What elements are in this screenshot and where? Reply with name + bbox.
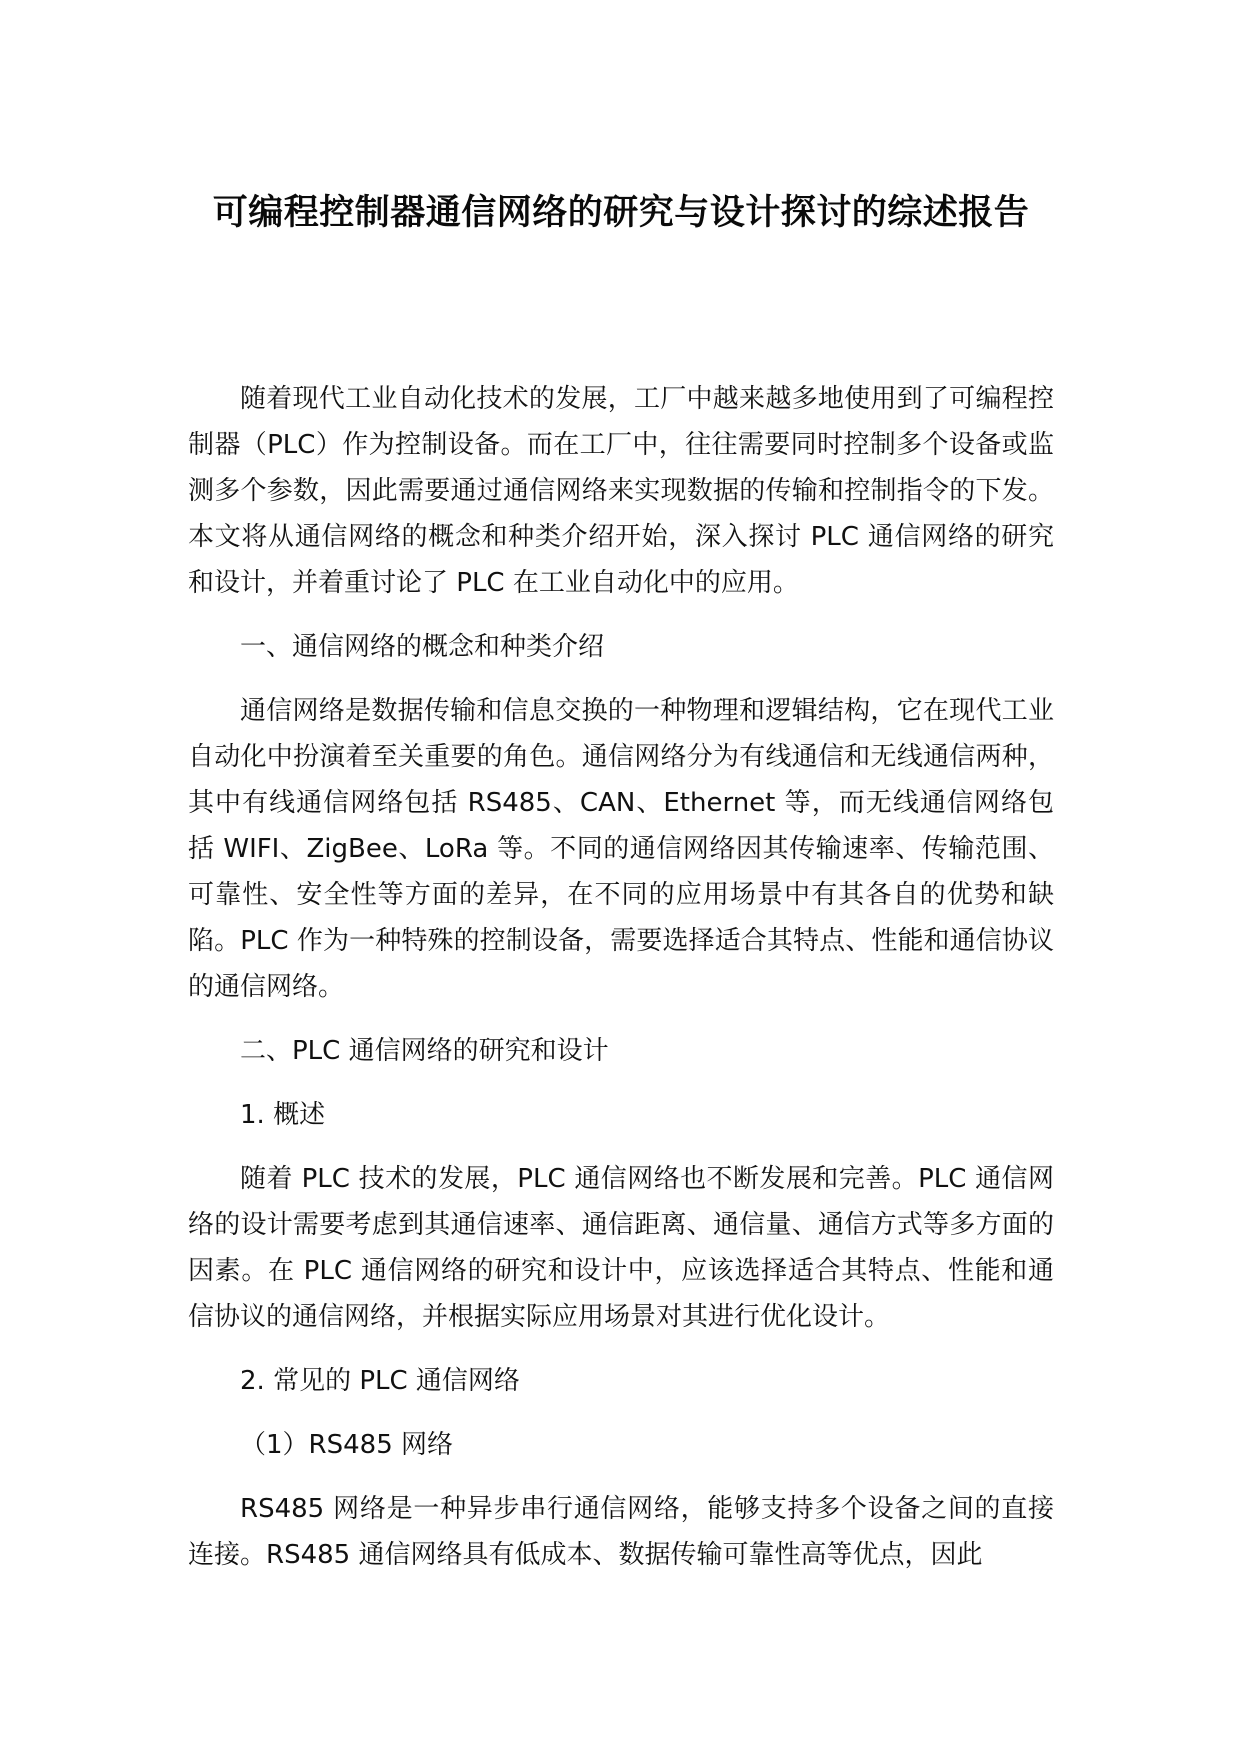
section-heading-1: 一、通信网络的概念和种类介绍: [240, 632, 605, 662]
intro-paragraph: 随着现代工业自动化技术的发展，工厂中越来越多地使用到了可编程控制器（PLC）作为控制设备。而在工厂中，往往需要同时控制多个设备或监测多个参数，因此需要通过通信网络来实现数据的传输和控制指令的下发。本文将从通信网络的概念和种类介绍开始，深入探讨 PLC 通信网络的研究和设计，并着重讨论了 PLC 在工业自动化中的应用。: [188, 384, 1054, 598]
overview-paragraph: 随着 PLC 技术的发展，PLC 通信网络也不断发展和完善。PLC 通信网络的设计需要考虑到其通信速率、通信距离、通信量、通信方式等多方面的因素。在 PLC 通信网络的研究和设计中，应该选择适合其特点、性能和通信协议的通信网络，并根据实际应用场景对其进行优化设计。: [188, 1164, 1054, 1332]
subsection-heading-overview: 1. 概述: [240, 1100, 326, 1130]
document-title: 可编程控制器通信网络的研究与设计探讨的综述报告: [212, 193, 1030, 233]
subsection-heading-common-networks: 2. 常见的 PLC 通信网络: [240, 1366, 520, 1396]
section-1-paragraph: 通信网络是数据传输和信息交换的一种物理和逻辑结构，它在现代工业自动化中扮演着至关重要的角色。通信网络分为有线通信和无线通信两种，其中有线通信网络包括 RS485、CAN、Ethernet 等，而无线通信网络包括 WIFI、ZigBee、LoRa 等。不同的通信网络因其传输速率、传输范围、可靠性、安全性等方面的差异，在不同的应用场景中有其各自的优势和缺陷。PLC 作为一种特殊的控制设备，需要选择适合其特点、性能和通信协议的通信网络。: [188, 696, 1054, 1002]
item-heading-rs485: （1）RS485 网络: [240, 1430, 454, 1460]
section-heading-2: 二、PLC 通信网络的研究和设计: [240, 1036, 609, 1066]
rs485-paragraph: RS485 网络是一种异步串行通信网络，能够支持多个设备之间的直接连接。RS485 通信网络具有低成本、数据传输可靠性高等优点，因此: [188, 1494, 1054, 1570]
document-body: [188, 376, 1054, 1596]
